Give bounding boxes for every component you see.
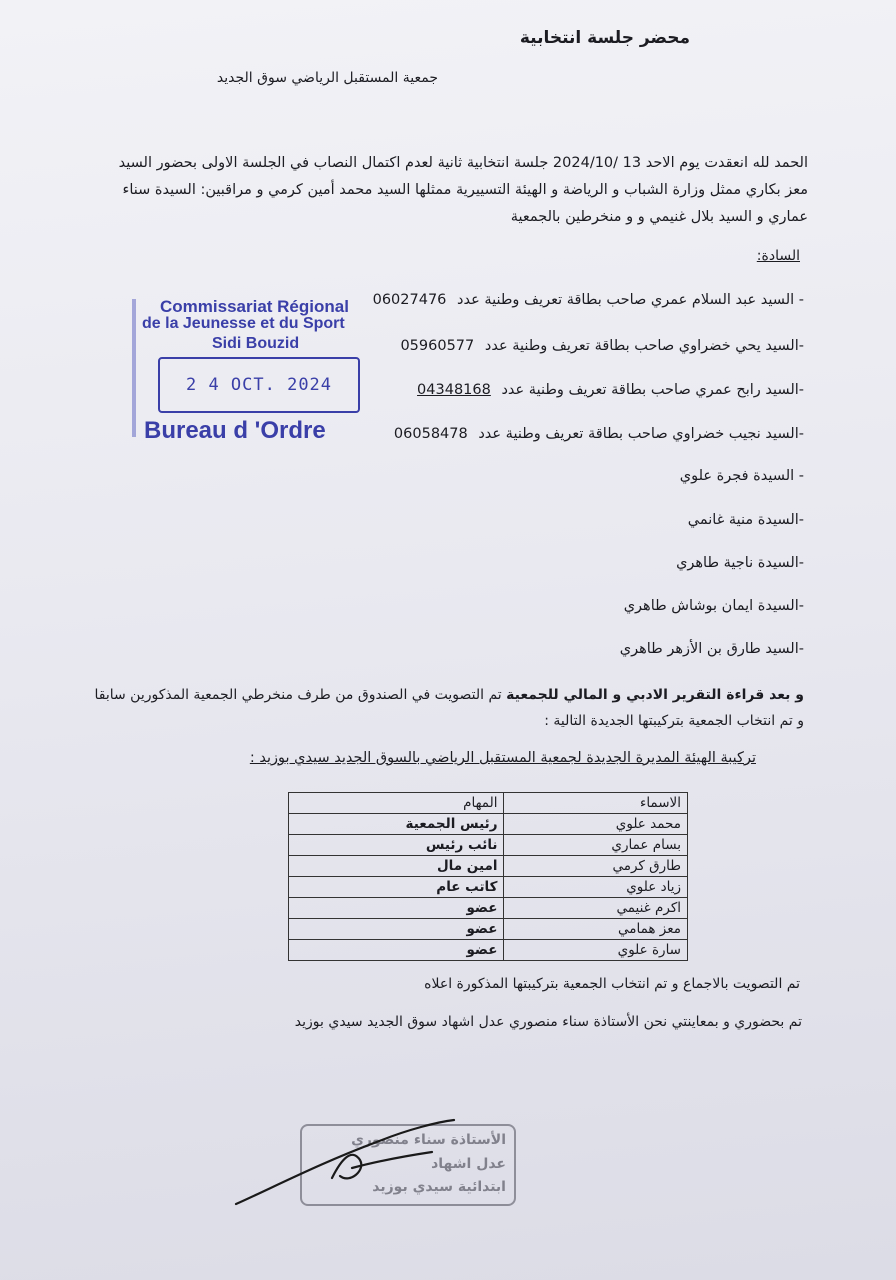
stamp-line: de la Jeunesse et du Sport	[142, 315, 345, 332]
stamp-line: Sidi Bouzid	[212, 335, 300, 352]
member-text: -السيد رابح عمري صاحب بطاقة تعريف وطنية عدد	[501, 382, 804, 398]
after-line: و تم انتخاب الجمعية بتركيبتها الجديدة التالية :	[544, 713, 804, 729]
member-name: زياد علوي	[504, 877, 688, 898]
stamp-line: Bureau d 'Ordre	[144, 417, 326, 444]
attendees-heading: السادة:	[756, 248, 800, 264]
table-row	[289, 856, 688, 877]
intro-paragraph	[78, 150, 808, 231]
member-role: نائب رئيس	[289, 835, 504, 856]
header-names: الاسماء	[504, 793, 688, 814]
table-row	[289, 835, 688, 856]
member-text: -السيد نجيب خضراوي صاحب بطاقة تعريف وطنية عدد	[478, 426, 804, 442]
member-line: - السيدة فجرة علوي	[679, 468, 804, 484]
board-table	[288, 792, 688, 961]
seal-line: عدل اشهاد	[431, 1156, 506, 1172]
table-row	[289, 814, 688, 835]
header-roles: المهام	[289, 793, 504, 814]
member-line: -السيد طارق بن الأزهر طاهري	[619, 641, 804, 657]
table-row	[289, 940, 688, 961]
member-role: عضو	[289, 898, 504, 919]
stamp-line: Commissariat Régional	[160, 297, 349, 316]
id-number: 05960577	[400, 338, 475, 354]
seal-line: ابتدائية سيدي بوزيد	[372, 1179, 506, 1195]
member-name: سارة علوي	[504, 940, 688, 961]
member-name: طارق كرمي	[504, 856, 688, 877]
member-line	[373, 292, 804, 308]
table-header-row	[289, 793, 688, 814]
member-name: بسام عماري	[504, 835, 688, 856]
composition-title: تركيبة الهيئة المديرة الجديدة لجمعية المستقبل الرياضي بالسوق الجديد سيدي بوزيد :	[249, 750, 756, 766]
stamp-date: 2 4 OCT. 2024	[158, 357, 360, 413]
member-role: امين مال	[289, 856, 504, 877]
vote-line: تم التصويت بالاجماع و تم انتخاب الجمعية بتركيبتها المذكورة اعلاه	[424, 976, 800, 992]
member-role: كاتب عام	[289, 877, 504, 898]
member-line: -السيدة ايمان بوشاش طاهري	[623, 598, 804, 614]
signature-icon	[232, 1118, 462, 1210]
stamp-edge	[132, 299, 136, 437]
official-stamp	[130, 295, 380, 455]
after-line	[94, 682, 804, 708]
after-rest: تم التصويت في الصندوق من طرف منخرطي الجمعية المذكورين سابقا	[94, 687, 507, 703]
after-reading-paragraph	[94, 682, 804, 734]
document-title: محضر جلسة انتخابية	[519, 28, 690, 48]
member-role: رئيس الجمعية	[289, 814, 504, 835]
intro-line: معز بكاري ممثل وزارة الشباب و الرياضة و الهيئة التسييرية ممثلها السيد محمد أمين كرمي و مراقبين: السيدة سناء	[122, 182, 808, 198]
table-row	[289, 898, 688, 919]
member-line: -السيدة منية غانمي	[687, 512, 804, 528]
after-bold: و بعد قراءة التقرير الادبي و المالي للجمعية	[506, 687, 804, 703]
intro-line: الحمد لله انعقدت يوم الاحد 13 /2024/10 جلسة انتخابية ثانية لعدم اكتمال النصاب في الجلسة الاولى بحضور السيد	[118, 155, 808, 171]
table-row	[289, 877, 688, 898]
association-name: جمعية المستقبل الرياضي سوق الجديد	[216, 70, 438, 86]
member-line	[417, 382, 804, 398]
seal-line: الأستاذة سناء منصوري	[351, 1132, 506, 1148]
intro-line: عماري و السيد بلال غنيمي و و منخرطين بالجمعية	[510, 209, 808, 225]
member-line: -السيدة ناجية طاهري	[676, 555, 804, 571]
id-number: 06027476	[372, 292, 447, 308]
member-text: - السيد عبد السلام عمري صاحب بطاقة تعريف وطنية عدد	[457, 292, 804, 308]
witness-line: تم بحضوري و بمعاينتي نحن الأستاذة سناء منصوري عدل اشهاد سوق الجديد سيدي بوزيد	[294, 1014, 802, 1030]
member-role: عضو	[289, 919, 504, 940]
member-name: اكرم غنيمي	[504, 898, 688, 919]
member-line	[394, 426, 804, 442]
id-number: 06058478	[393, 426, 468, 442]
id-number: 04348168	[417, 382, 491, 398]
member-text: -السيد يحي خضراوي صاحب بطاقة تعريف وطنية عدد	[484, 338, 804, 354]
table-row	[289, 919, 688, 940]
member-name: محمد علوي	[504, 814, 688, 835]
member-role: عضو	[289, 940, 504, 961]
member-name: معز همامي	[504, 919, 688, 940]
member-line	[400, 338, 804, 354]
